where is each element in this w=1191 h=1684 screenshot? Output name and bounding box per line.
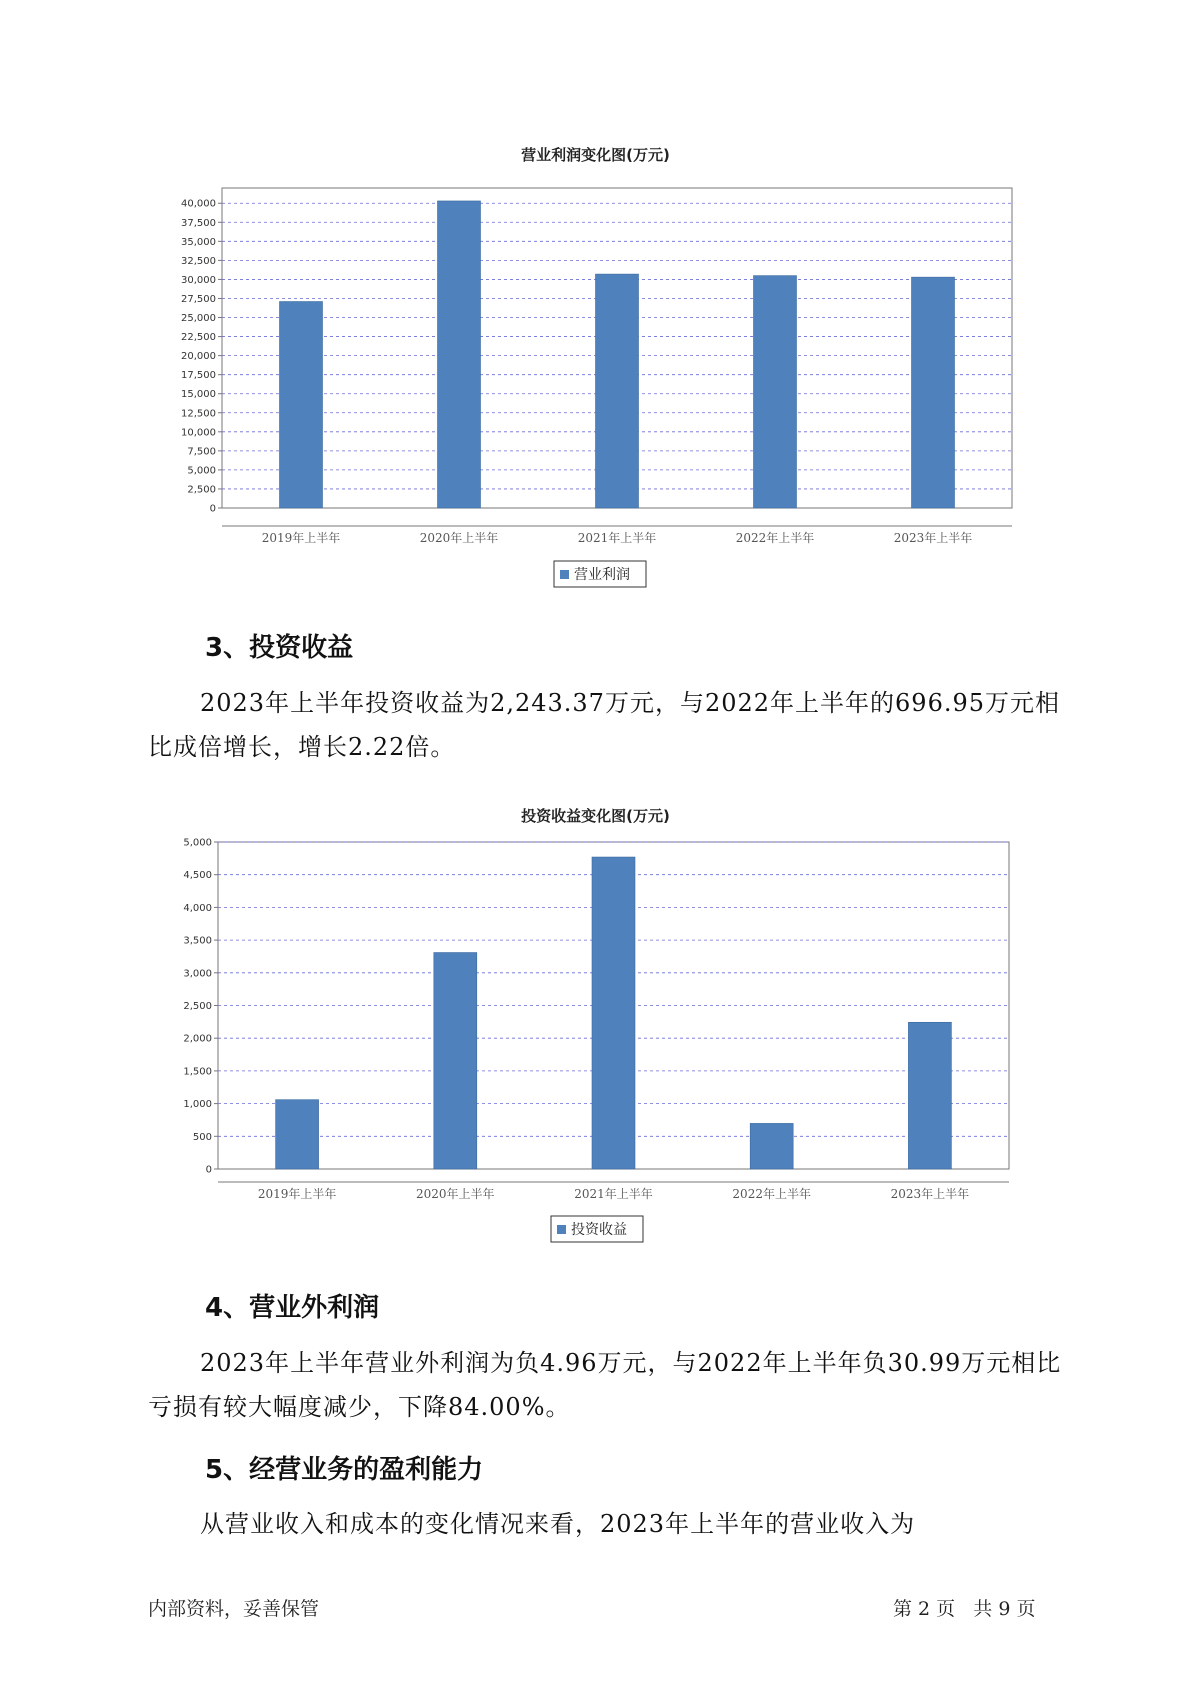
- x-tick-label: 2019年上半年: [261, 531, 341, 545]
- section4-heading: 4、营业外利润: [205, 1293, 380, 1323]
- y-tick-label: 40,000: [181, 198, 216, 210]
- section5-heading: 5、经营业务的盈利能力: [205, 1455, 484, 1485]
- y-tick-label: 7,500: [187, 446, 216, 458]
- y-tick-label: 25,000: [181, 313, 216, 325]
- y-tick-label: 1,000: [183, 1099, 212, 1111]
- legend-label: 投资收益: [571, 1222, 627, 1238]
- legend-label: 营业利润: [574, 567, 630, 583]
- footer-confidential-note: 内部资料，妥善保管: [148, 1598, 320, 1620]
- x-tick-label: 2021年上半年: [574, 1187, 653, 1201]
- legend-swatch: [560, 570, 569, 579]
- legend-swatch: [557, 1225, 566, 1234]
- section5-paragraph: 从营业收入和成本的变化情况来看，2023年上半年的营业收入为: [200, 1510, 916, 1538]
- y-tick-label: 12,500: [181, 408, 216, 420]
- bar: [276, 1100, 319, 1169]
- bar: [280, 302, 323, 508]
- y-tick-label: 37,500: [181, 217, 216, 229]
- y-tick-label: 2,500: [187, 484, 216, 496]
- y-tick-label: 15,000: [181, 389, 216, 401]
- y-tick-label: 4,000: [183, 902, 212, 914]
- x-tick-label: 2023年上半年: [890, 1187, 970, 1201]
- footer-page-number: 第 2 页 共 9 页: [893, 1598, 1036, 1620]
- y-tick-label: 30,000: [181, 274, 216, 286]
- y-tick-label: 22,500: [181, 332, 216, 344]
- y-tick-label: 0: [209, 503, 216, 515]
- y-tick-label: 35,000: [181, 236, 216, 248]
- y-tick-label: 2,500: [183, 1001, 212, 1012]
- y-tick-label: 0: [205, 1164, 212, 1176]
- section3-heading: 3、投资收益: [205, 633, 354, 663]
- x-tick-label: 2019年上半年: [257, 1187, 337, 1201]
- bar: [592, 857, 635, 1169]
- chart2-title: 投资收益变化图(万元): [521, 807, 670, 825]
- bar: [908, 1022, 951, 1169]
- section3-paragraph: 2023年上半年投资收益为2,243.37万元，与2022年上半年的696.95万元相比成倍增长，增长2.22倍。: [148, 689, 1061, 761]
- bar: [438, 201, 481, 508]
- y-tick-label: 32,500: [181, 255, 216, 267]
- section4-paragraph: 2023年上半年营业外利润为负4.96万元，与2022年上半年负30.99万元相比亏损有较大幅度减少，下降84.00%。: [148, 1349, 1062, 1421]
- bar: [434, 953, 477, 1169]
- y-tick-label: 3,000: [183, 968, 212, 980]
- x-tick-label: 2020年上半年: [419, 531, 499, 545]
- y-tick-label: 17,500: [181, 370, 216, 382]
- bar: [750, 1123, 793, 1169]
- y-tick-label: 3,500: [183, 935, 212, 947]
- x-tick-label: 2021年上半年: [577, 531, 657, 545]
- y-tick-label: 5,000: [183, 837, 212, 849]
- y-tick-label: 10,000: [181, 427, 216, 439]
- x-tick-label: 2022年上半年: [735, 531, 815, 545]
- investment-income-chart: [0, 830, 1191, 1250]
- bar: [754, 276, 797, 508]
- y-tick-label: 5,000: [187, 465, 216, 477]
- bar: [912, 277, 955, 508]
- y-tick-label: 27,500: [181, 293, 216, 305]
- y-tick-label: 4,500: [183, 870, 212, 882]
- chart1-title: 营业利润变化图(万元): [521, 146, 670, 164]
- y-tick-label: 20,000: [181, 351, 216, 363]
- x-tick-label: 2023年上半年: [893, 531, 973, 545]
- y-tick-label: 2,000: [183, 1033, 212, 1045]
- x-tick-label: 2022年上半年: [732, 1187, 811, 1201]
- bar: [596, 274, 639, 508]
- y-tick-label: 500: [192, 1131, 212, 1143]
- y-tick-label: 1,500: [183, 1066, 212, 1078]
- operating-profit-chart: [0, 168, 1191, 588]
- x-tick-label: 2020年上半年: [416, 1187, 495, 1201]
